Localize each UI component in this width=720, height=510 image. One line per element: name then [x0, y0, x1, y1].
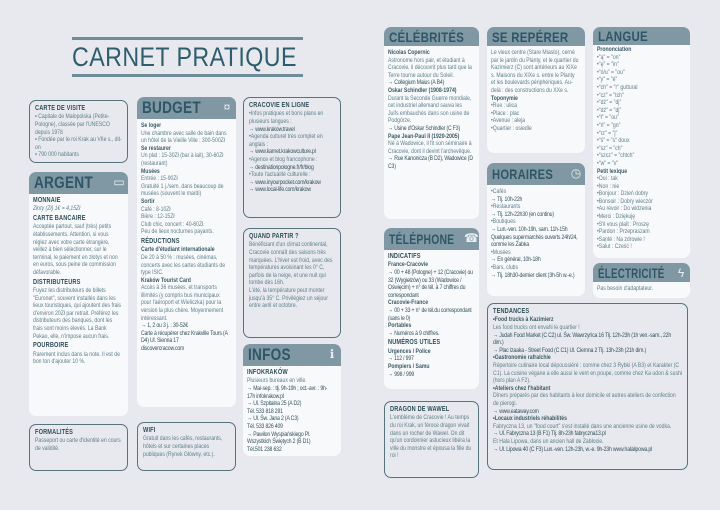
horaires-card: [487, 163, 585, 296]
text-line: •"ś" = "s" doux: [597, 137, 630, 145]
reference-line: Tél. 533 826 409: [247, 422, 283, 430]
tendances-box: [487, 303, 688, 470]
argent-content: [29, 194, 126, 369]
cracovie-en-ligne-content: [249, 102, 335, 194]
text-line: Et Hala Lipowa, dans un ancien hall de Zabłocie.: [493, 437, 604, 445]
se-reperer-heading: SE REPÉRER: [492, 29, 569, 45]
argent-heading: ARGENT: [34, 173, 93, 192]
celebrites-card: [384, 27, 479, 219]
text-line: •Musées: [491, 248, 511, 256]
reference-line: Tél. 533 818 291: [247, 407, 283, 415]
reference-line: → Lun.-ven. 10h-19h, sam. 11h-15h Quelques supermarchés ouverts 24h/24, comme les Żabka: [491, 225, 578, 249]
reference-line: → Plac Izaaka - Street Food (C C1) Ul. Ciemna 2 Tlj. 13h-23h (21h dim.): [493, 346, 647, 354]
infos-heading: INFOS: [248, 345, 291, 364]
electricite-card: [593, 263, 690, 298]
text-line: •"sz" = "ch": [597, 144, 623, 152]
text-line: •Cafés: [491, 188, 507, 195]
telephone-heading: TÉLÉPHONE: [389, 231, 455, 247]
info-icon: ℹ: [329, 347, 335, 361]
text-line: Répertoire culinaire local dépoussiéré : comme chez 3 Rybki (A B3) et Karakter (C C1). La cuisine végane a elle aussi le vent en poupe, comme chez Ka udon & sushi (hors plan A F2).: [493, 361, 682, 385]
subheading: Oskar Schindler (1908-1974): [388, 86, 457, 94]
text-line: •Toute l'actualité culturelle :: [249, 171, 311, 179]
text-line: Fabryczna 13, un "food court" s'est installé dans une ancienne usine de vodka.: [493, 422, 672, 430]
text-line: Złoty (Zł) 1€ = 4,15Zł: [33, 205, 81, 213]
formalites-content: [35, 429, 122, 453]
reference-line: → www.eataway.com: [493, 407, 539, 415]
telephone-card: [384, 228, 479, 389]
text-line: De 20 à 50 % : musées, cinémas, concerts avec les cartes étudiants de type ISIC.: [141, 253, 226, 277]
text-line: •Santé : Na zdrowie !: [597, 235, 645, 243]
text-line: •Agence et blog francophone :: [249, 155, 318, 163]
text-line: ▪ Fondée par le roi Krak au VIIe s., dit-on: [35, 136, 122, 151]
celebrites-heading: CÉLÉBRITÉS: [389, 29, 465, 45]
reference-line: → Ul. Św. Jana 2 (A C3): [247, 415, 299, 423]
telephone-content: [384, 250, 477, 381]
langue-card: [593, 27, 690, 258]
text-line: ▪ Capitale de Małopolska (Petite-Pologne), classée par l'UNESCO depuis 1978: [35, 113, 110, 136]
reference-line: → Collegium Maius (A B4): [388, 79, 445, 87]
section-heading: NUMÉROS UTILES: [388, 339, 441, 347]
subheading: •Locaux industriels réhabilités: [493, 415, 567, 423]
text-line: •"cz" = "tch": [597, 91, 624, 99]
section-heading: TENDANCES: [493, 308, 530, 315]
telephone-icon: ☎: [464, 231, 479, 245]
text-line: Une chambre avec salle de bain dans un hôtel de la Vieille Ville : 300-500Zł: [141, 129, 227, 145]
text-line: Café : 8-10Zł: [141, 205, 171, 213]
subheading: Pape Jean-Paul II (1920-2005): [388, 132, 460, 140]
reference-line: → www.karnet.krakowculture.pl: [249, 148, 316, 156]
reference-line: → Ul. Fabryczna 13 (B F1) Tlj. 8h-23h fabryczna13.pl: [493, 430, 606, 438]
text-line: •Bonsoir : Dobry wieczór: [597, 197, 653, 205]
text-line: •Restaurants: [491, 203, 521, 211]
budget-content: [137, 119, 234, 356]
text-line: •"ł" = "ou": [597, 114, 619, 122]
se-reperer-content: [487, 46, 583, 136]
text-line: •Au revoir : Do widzenia: [597, 205, 652, 213]
reference-line: → Ul. Lipowa 40 (C F3) Lun.-ven. 12h-23h, w.-e. 9h-23h www.halalipowa.pl: [493, 445, 652, 453]
wallet-icon: ▭: [113, 175, 125, 189]
text-line: •"dź" = "dj": [597, 106, 622, 114]
subheading: Carte d'étudiant internationale: [141, 246, 215, 254]
section-heading: MONNAIE: [33, 197, 61, 204]
reference-line: → 1, 2 ou 3 j. : 30-52€: [141, 322, 188, 330]
langue-heading: LANGUE: [598, 28, 648, 44]
section-heading: CARTE BANCAIRE: [33, 215, 86, 222]
section-heading: INDICATIFS: [388, 253, 421, 260]
horaires-content: [487, 185, 583, 282]
title-rule-top: [72, 37, 303, 40]
section-heading: DISTRIBUTEURS: [33, 278, 81, 286]
reference-line: discovercracow.com: [141, 345, 185, 353]
section-heading: WIFI: [143, 427, 156, 434]
subheading: Musées: [141, 167, 160, 175]
text-line: L'emblème de Cracovie ! Au temps du roi Krak, un féroce dragon vivait dans un rocher de Wawel. On dit qu'un cordonnier astucieux libéra la ville du monstre et épousa la fille du roi !: [390, 414, 472, 460]
cracovie-en-ligne-box: [243, 97, 341, 218]
electricite-content: [593, 282, 688, 296]
text-line: Astronome hors pair, et étudiant à Cracovie, il découvrit plus tard que la Terre tourne autour du Soleil.: [388, 56, 472, 79]
text-line: •Oui : tak: [597, 175, 618, 183]
text-line: •Agenda culturel très complet en anglais :: [249, 133, 323, 148]
text-line: •Avenue : aleja: [491, 117, 526, 125]
text-line: •"w" = "v": [597, 159, 619, 167]
text-line: Plusieurs bureaux en ville.: [247, 377, 307, 385]
subheading: Petit lexique: [597, 167, 628, 175]
reference-line: → 00 + 33 + n° de tél.du correspondant (sans le 0): [388, 306, 472, 322]
wifi-content: [143, 427, 230, 458]
text-line: Le vieux centre (Stare Miasto), cerné par le jardin du Planty, et le quartier du Kazimierz (C) sont antérieurs au XIXe s. Maisons du XIXe s. entre le Planty et les boulevards périphériques. Au-delà : des constructions du XXe s.: [491, 49, 579, 94]
budget-card: [137, 97, 236, 407]
tendances-content: [493, 308, 682, 453]
text-line: Les food trucks ont envahi le quartier !: [493, 324, 580, 331]
subheading: Urgences / Police: [388, 347, 431, 355]
text-line: Rarement inclus dans la note. Il est de bon ton d'ajouter 10 %.: [33, 350, 120, 366]
text-line: Pas besoin d'adaptateur.: [597, 285, 654, 292]
text-line: •"dż" = "dj": [597, 99, 622, 107]
carte-visite-content: [35, 105, 122, 159]
section-heading: POURBOIRE: [33, 342, 69, 350]
reference-line: → Mai-sep. : tlj. 9h-19h ; oct.-avr. : 9h-17h infokrakow.pl: [247, 385, 328, 400]
subheading: •Ateliers chez l'habitant: [493, 384, 551, 392]
clock-icon: ◷: [570, 166, 582, 180]
reference-line: → 112 / 997: [388, 355, 414, 363]
subheading: •Food trucks à Kazimierz: [493, 316, 554, 324]
subheading: Se loger: [141, 122, 162, 129]
text-line: •"ó/u" = "ou": [597, 68, 625, 76]
text-line: •Salut : Cześć !: [597, 243, 632, 251]
text-line: •"ń" = "gn": [597, 121, 621, 129]
text-line: •Quartier : osiedle: [491, 124, 532, 132]
infos-card: [243, 344, 341, 456]
text-line: •Boutiques: [491, 218, 516, 226]
reference-line: → www.inyourpocket.com/krakow: [249, 178, 321, 186]
piggy-bank-icon: ¤: [223, 100, 231, 114]
reference-line: → www.krakow.travel: [249, 125, 295, 133]
reference-line: → En général, 10h-18h: [491, 256, 541, 264]
reference-line: → Ul. Szpitalna 25 (A D2): [247, 400, 302, 408]
text-line: •Non : nie: [597, 182, 620, 190]
text-line: Un plat : 15-30Zł (bar à lait), 30-60Zł (restaurant): [141, 152, 224, 167]
reference-line: → www.local-life.com/krakow: [249, 186, 311, 194]
text-line: Durant la Seconde Guerre mondiale, cet industriel allemand sauva les Juifs embauchés dans son usine de Podgórze.: [388, 94, 472, 125]
formalites-box: [29, 424, 128, 471]
text-line: L'été, la température peut monter jusqu'à 35° C. Privilégiez un séjour entre avril et octobre.: [249, 286, 328, 310]
text-line: Entrée : 15-90Zł: [141, 175, 178, 183]
text-line: •"szcz" = "chtch": [597, 152, 635, 160]
subheading: France-Cracovie: [388, 261, 429, 269]
section-heading: RÉDUCTIONS: [141, 237, 180, 245]
section-heading: CRACOVIE EN LIGNE: [249, 102, 310, 109]
reference-line: → Rue Kanonicza (B D2), Wadowice (D C3): [388, 155, 473, 170]
section-heading: CARTE DE VISITE: [35, 105, 86, 112]
text-line: •"ch" = "r" guttural: [597, 83, 638, 91]
text-line: Bière : 12-15Zł: [141, 213, 175, 221]
dragon-content: [390, 406, 473, 460]
section-heading: FORMALITÉS: [35, 429, 73, 436]
text-line: Bénéficiant d'un climat continental, Cracovie connaît des saisons très marquées. L'hiver est froid, avec des températures avoisinant les 0° C, parfois de la neige, et une nuit qui tombe dès 16h.: [249, 241, 333, 287]
text-line: Peu de lieux nocturnes payants.: [141, 228, 214, 236]
subheading: Prononciation: [597, 46, 632, 53]
infos-content: [243, 366, 339, 456]
subheading: Se restaurer: [141, 144, 171, 152]
text-line: •Merci : Dziękuję: [597, 213, 636, 221]
langue-content: [593, 45, 688, 254]
text-line: •Pardon : Przepraszam: [597, 228, 650, 236]
text-line: ▪ 790 000 habitants: [35, 151, 79, 159]
subheading: •Gastronomie rafraîchie: [493, 354, 551, 362]
text-line: Gratuit dans les cafés, restaurants, hôtels et sur certaines places publiques (Rynek Główny, etc.).: [143, 435, 223, 458]
subheading: Toponymie: [491, 94, 518, 102]
reference-line: → 00 + 48 (Pologne) + 12 (Cracovie) ou 32 (Wygiełzów) ou 33 (Wadowice / Oświęcim) + n° de tél. à 7 chiffres du correspondant: [388, 269, 473, 299]
reference-line: → Usine d'Oskar Schindler (C F3): [388, 124, 460, 132]
subheading: Pompiers / Samu: [388, 362, 430, 370]
reference-line: → Tlj. 10h-22h: [491, 195, 523, 203]
text-line: Club chic, concert : 40-60Zł.: [141, 220, 205, 228]
text-line: Acceptée partout, sauf (très) petits établissements. Attention, si vous réglez avec votre carte étrangère, veillez à bien sélectionner, sur le terminal, le paiement en złotys et non en euros, sous peine de commission défavorable.: [33, 223, 118, 276]
text-line: Fuyez les distributeurs de billets "Euronet", souvent installés dans les lieux touristiques, qui ajoutent des frais d'environ 20Zł par retrait. Préférez les distributeurs des banques, dont les frais sont moins élevés. La Bank Pekao, elle, n'impose aucun frais.: [33, 286, 122, 340]
text-line: •S'il vous plaît : Proszę: [597, 220, 649, 228]
text-line: •"y" = "é": [597, 76, 618, 84]
reference-line: → Judah Food Market (C C2) ul. Św. Wawrzyńca 16 Tlj. 12h-23h (1h ven.-sam., 22h dim.): [493, 331, 672, 347]
reference-line: Tél.501 238 632: [247, 445, 282, 453]
text-line: Passeport ou carte d'identité en cours de validité.: [35, 437, 121, 452]
subheading: Sortir: [141, 197, 155, 205]
reference-line: → 998 / 999: [388, 370, 415, 378]
carte-de-visite-box: [29, 100, 128, 163]
horaires-heading: HORAIRES: [492, 166, 554, 182]
reference-line: → Numéros à 9 chiffres.: [388, 329, 440, 337]
title-rule-bottom: [72, 74, 303, 77]
lightning-icon: ϟ: [677, 266, 685, 280]
subheading: Nicolas Copernic: [388, 49, 430, 56]
section-heading: DRAGON DE WAWEL: [390, 406, 450, 413]
text-line: •Bonjour : Dzień dobry: [597, 190, 648, 198]
page-title: CARNET PRATIQUE: [72, 42, 297, 72]
text-line: •Bars, clubs: [491, 263, 519, 271]
budget-heading: BUDGET: [142, 98, 201, 117]
se-reperer-card: [487, 27, 585, 153]
text-line: •"rz" = "j": [597, 129, 618, 137]
text-line: Gratuité 1 j./sem. dans beaucoup de musées (souvent le mardi): [141, 182, 224, 198]
dragon-de-wawel-box: [384, 401, 479, 478]
reference-line: Carte à récupérer chez Krakville Tours (A D4) Ul. Sienna 17: [141, 329, 228, 345]
text-line: Accès à 36 musées, et transports illimités (y compris bus municipaux pour l'aéroport et Wieliczka) pour la version la plus chère. Moyennement intéressant.: [141, 284, 224, 322]
text-line: •Infos pratiques et bons plans en plusieurs langues :: [249, 110, 324, 125]
quand-partir-box: [243, 228, 341, 338]
reference-line: → Tlj. 12h-22h30 (en continu): [491, 210, 554, 218]
reference-line: → Tlj. 18h30-dernier client (3h-5h w.-e.): [491, 271, 575, 279]
reference-line: → destinationpologne.fr/fr/blog: [249, 163, 314, 171]
page-title-block: [72, 37, 303, 77]
reference-line: → Pawilon Wyspiańskiego Pl. Wszystkich Świętych 2 (B D1): [247, 430, 311, 446]
text-line: •"ę" = "in": [597, 61, 619, 69]
argent-card: [29, 172, 128, 416]
section-heading: QUAND PARTIR ?: [249, 233, 299, 240]
text-line: •"ą" = "on": [597, 53, 621, 61]
section-heading: INFOKRAKÓW: [247, 369, 288, 376]
text-line: Né à Wadowice, il fit son séminaire à Cracovie, dont il devint l'archevêque.: [388, 140, 472, 155]
subheading: Cracovie-France: [388, 299, 429, 307]
text-line: •Place : plac: [491, 109, 520, 117]
celebrites-content: [384, 46, 477, 174]
electricite-heading: ÉLECTRICITÉ: [598, 265, 665, 281]
subheading: Kraków Tourist Card: [141, 276, 191, 284]
subheading: Portables: [388, 322, 412, 330]
text-line: Dîners préparés par des habitants à leur domicile et autres ateliers de confection de pierogi.: [493, 392, 676, 407]
text-line: •Rue : ulica: [491, 102, 517, 110]
wifi-box: [137, 422, 236, 471]
quand-partir-content: [249, 233, 335, 310]
